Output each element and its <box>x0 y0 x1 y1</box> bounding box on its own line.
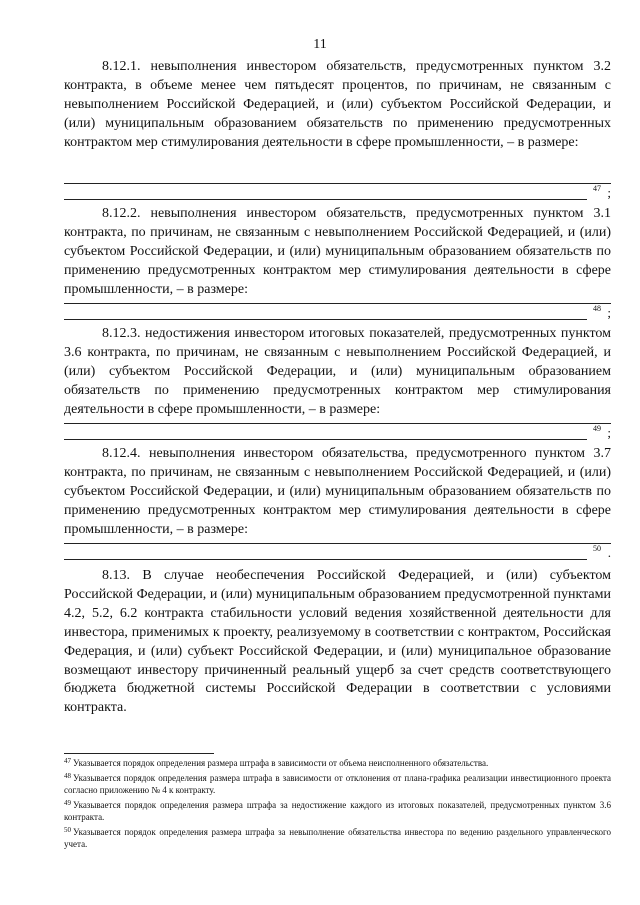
footnote-49 <box>64 799 611 823</box>
footnote-separator <box>64 753 214 754</box>
fill-line <box>64 423 611 424</box>
footnote-ref-47: 47 <box>593 184 601 193</box>
fill-line <box>64 543 611 544</box>
clause-8-12-4-blank-field <box>64 541 611 569</box>
fill-line <box>64 319 587 320</box>
footnote-47 <box>64 757 611 769</box>
footnote-text: Указывается порядок определения размера штрафа за невыполнение обязательства инвестора по ведению раздельного управленческого учета. <box>64 827 611 849</box>
clause-8-12-4-text: 8.12.4. невыполнения инвестором обязательства, предусмотренного пунктом 3.7 контракта, по причинам, не связанным с невыполнением Российской Федерацией, и (или) субъектом Российской Федерации, и (или) муниципальным образованием обязательств по применению предусмотренных контрактом мер стимулирования деятельности в сфере промышленности, – в размере: <box>64 446 611 537</box>
footnote-number: 49 <box>64 799 71 807</box>
fill-line <box>64 439 587 440</box>
footnote-text: Указывается порядок определения размера штрафа в зависимости от отклонения от плана-графика реализации инвестиционного проекта согласно приложению № 4 к контракту. <box>64 773 611 795</box>
footnote-ref-49: 49 <box>593 424 601 433</box>
clause-8-12-3-text: 8.12.3. недостижения инвестором итоговых показателей, предусмотренных пунктом 3.6 контракта, по причинам, не связанным с невыполнением Российской Федерацией, и (или) субъектом Российской Федерации, и (или) муниципальным образованием обязательств по применению предусмотренных контрактом мер стимулирования деятельности в сфере промышленности, – в размере: <box>64 326 611 417</box>
footnote-text: Указывается порядок определения размера штрафа в зависимости от объема неисполненного обязательства. <box>73 758 489 768</box>
end-mark: . <box>607 545 611 560</box>
footnote-number: 48 <box>64 772 71 780</box>
end-mark: ; <box>607 425 611 440</box>
end-mark: ; <box>607 185 611 200</box>
end-mark: ; <box>607 305 611 320</box>
clause-8-12-2-text: 8.12.2. невыполнения инвестором обязательств, предусмотренных пунктом 3.1 контракта, по причинам, не связанным с невыполнением Российской Федерацией, и (или) субъектом Российской Федерации, и (или) муниципальным образованием обязательств по применению предусмотренных контрактом мер стимулирования деятельности в сфере промышленности, – в размере: <box>64 206 611 297</box>
fill-line <box>64 183 611 184</box>
fill-line <box>64 303 611 304</box>
footnotes <box>64 757 611 853</box>
footnote-number: 47 <box>64 757 71 765</box>
footnote-number: 50 <box>64 826 71 834</box>
footnote-text: Указывается порядок определения размера штрафа за недостижение каждого из итоговых показателей, предусмотренных пунктом 3.6 контракта. <box>64 800 611 822</box>
fill-line <box>64 559 587 560</box>
fill-line <box>64 199 587 200</box>
footnote-ref-48: 48 <box>593 304 601 313</box>
page-number: 11 <box>313 37 327 52</box>
clause-8-13-text: 8.13. В случае необеспечения Российской Федерацией, и (или) субъектом Российской Федерации, и (или) муниципальным образованием предусмотренной пунктами 4.2, 5.2, 6.2 контракта стабильности условий ведения хозяйственной деятельности для инвестора, применимых к проекту, реализуемому в соответствии с контрактом, Российская Федерация, и (или) субъект Российской Федерации, и (или) муниципальное образование возмещают инвестору причиненный реальный ущерб за счет средств соответствующего бюджета бюджетной системы Российской Федерации в соответствии с условиями контракта. <box>64 568 611 716</box>
footnote-48 <box>64 772 611 796</box>
footnote-ref-50: 50 <box>593 544 601 553</box>
clause-8-12-1-text: 8.12.1. невыполнения инвестором обязательств, предусмотренных пунктом 3.2 контракта, в объеме менее чем пятьдесят процентов, по причинам, не связанным с невыполнением Российской Федерацией, и (или) субъектом Российской Федерации, и (или) муниципальным образованием обязательств по применению предусмотренных контрактом мер стимулирования деятельности в сфере промышленности, – в размере: <box>64 59 611 150</box>
footnote-50 <box>64 826 611 850</box>
